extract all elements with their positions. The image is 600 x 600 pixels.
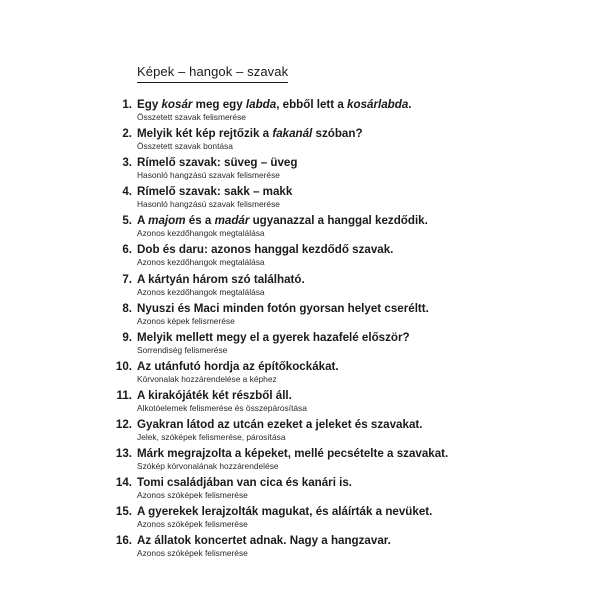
entry-title-text: Az utánfutó hordja az építőkockákat.: [137, 359, 339, 373]
entry-title-text: Dob és daru: azonos hanggal kezdődő szavak.: [137, 243, 394, 257]
entry-title-text: Az állatok koncertet adnak. Nagy a hangzavar.: [137, 534, 391, 548]
entry-subtitle: Hasonló hangzású szavak felismerése: [137, 199, 280, 210]
entry-number: 15.: [115, 505, 132, 519]
entry-title-text: és a: [185, 214, 215, 228]
entry-title-text: A kirakójáték két részből áll.: [137, 388, 292, 402]
entry-subtitle: Azonos kezdőhangok megtalálása: [137, 257, 265, 268]
entry-subtitle: Körvonalak hozzárendelése a képhez: [137, 373, 277, 384]
entry-subtitle: Összetett szavak felismerése: [137, 112, 246, 122]
entry-subtitle: Sorrendiség felismerése: [137, 344, 228, 355]
entry-title: [137, 447, 448, 461]
entry-number: 12.: [115, 418, 132, 432]
entry-title-text: A: [137, 214, 149, 228]
toc-entry: [112, 360, 552, 389]
entry-title: [137, 185, 292, 199]
entry-title-text: Rímelő szavak: süveg – üveg: [137, 156, 298, 170]
entry-title: [137, 389, 292, 403]
entry-subtitle: Azonos kezdőhangok megtalálása: [137, 286, 265, 297]
toc-entry: [112, 331, 552, 360]
entry-title-text: Melyik két kép rejtőzik a: [137, 127, 273, 141]
entry-title-emphasis: labda: [245, 98, 277, 111]
entry-number: 11.: [116, 388, 132, 402]
entry-subtitle: Szókép körvonalának hozzárendelése: [137, 461, 279, 472]
entry-subtitle: Alkotóelemek felismerése és összepárosítása: [137, 402, 307, 413]
entry-subtitle: Jelek, szóképek felismerése, párosítása: [137, 432, 286, 443]
entry-title: [137, 505, 432, 519]
entry-title-text: Egy: [137, 98, 162, 111]
entry-title: [137, 214, 428, 228]
toc-entry: [112, 302, 552, 331]
entry-number: 10.: [115, 359, 132, 373]
entry-title-text: A kártyán három szó található.: [137, 272, 305, 286]
entry-title: [137, 273, 305, 287]
entry-title-text: .: [408, 98, 412, 111]
entry-title: [137, 243, 393, 257]
table-of-contents: [112, 98, 552, 564]
toc-entry: [112, 534, 552, 563]
entry-subtitle: Azonos szóképek felismerése: [137, 519, 248, 530]
entry-title: [137, 156, 297, 170]
entry-number: 16.: [115, 534, 132, 548]
entry-number: 5.: [122, 214, 132, 228]
entry-number: 9.: [122, 330, 132, 344]
entry-subtitle: Összetett szavak bontása: [137, 141, 233, 152]
entry-title-emphasis: kosár: [161, 98, 193, 111]
entry-title-text: Márk megrajzolta a képeket, mellé pecsételte a szavakat.: [137, 447, 449, 461]
toc-entry: [112, 185, 552, 214]
entry-subtitle: Hasonló hangzású szavak felismerése: [137, 170, 280, 181]
entry-title-text: Nyuszi és Maci minden fotón gyorsan helyet cseréltt.: [137, 301, 429, 315]
entry-title: [137, 302, 429, 316]
entry-title: [137, 418, 423, 432]
entry-title: [137, 476, 352, 490]
entry-title-text: ugyanazzal a hanggal kezdődik.: [249, 214, 428, 228]
toc-entry: [112, 243, 552, 272]
entry-title-emphasis: kosárlabda: [347, 98, 409, 111]
entry-title-text: meg egy: [192, 98, 246, 111]
entry-number: 4.: [122, 185, 132, 199]
entry-title-text: A gyerekek lerajzolták magukat, és aláírták a nevüket.: [137, 505, 433, 519]
entry-title-text: Gyakran látod az utcán ezeket a jeleket és szavakat.: [137, 418, 423, 432]
toc-entry: [112, 273, 552, 302]
toc-entry: [112, 418, 552, 447]
entry-number: 2.: [122, 127, 132, 141]
toc-entry: [112, 389, 552, 418]
entry-number: 13.: [115, 447, 132, 461]
toc-entry: [112, 156, 552, 185]
entry-title: [137, 331, 410, 345]
entry-title: [137, 360, 339, 374]
entry-number: 1.: [122, 98, 132, 111]
entry-subtitle: Azonos képek felismerése: [137, 315, 235, 326]
toc-entry: [112, 447, 552, 476]
entry-number: 6.: [122, 243, 132, 257]
toc-entry: [112, 127, 552, 156]
toc-entry: [112, 505, 552, 534]
entry-title-text: szóban?: [312, 127, 363, 141]
entry-title-emphasis: madár: [214, 214, 250, 228]
entry-title-emphasis: majom: [148, 214, 186, 228]
toc-entry: [112, 476, 552, 505]
entry-number: 8.: [122, 301, 132, 315]
entry-number: 14.: [115, 476, 132, 490]
entry-subtitle: Azonos szóképek felismerése: [137, 490, 248, 501]
page-heading: Képek – hangok – szavak: [137, 64, 288, 83]
entry-title: [137, 534, 391, 548]
entry-number: 7.: [122, 272, 132, 286]
entry-title-text: Melyik mellett megy el a gyerek hazafelé először?: [137, 330, 410, 344]
entry-title: [137, 98, 412, 112]
entry-number: 3.: [122, 156, 132, 170]
entry-title-emphasis: fakanál: [272, 127, 313, 141]
toc-entry: [112, 98, 552, 127]
entry-title-text: , ebből lett a: [276, 98, 348, 111]
entry-subtitle: Azonos kezdőhangok megtalálása: [137, 228, 265, 239]
entry-title-text: Rímelő szavak: sakk – makk: [137, 185, 293, 199]
entry-title-text: Tomi családjában van cica és kanári is.: [137, 476, 353, 490]
entry-subtitle: Azonos szóképek felismerése: [137, 548, 248, 559]
entry-title: [137, 127, 363, 141]
toc-entry: [112, 214, 552, 243]
